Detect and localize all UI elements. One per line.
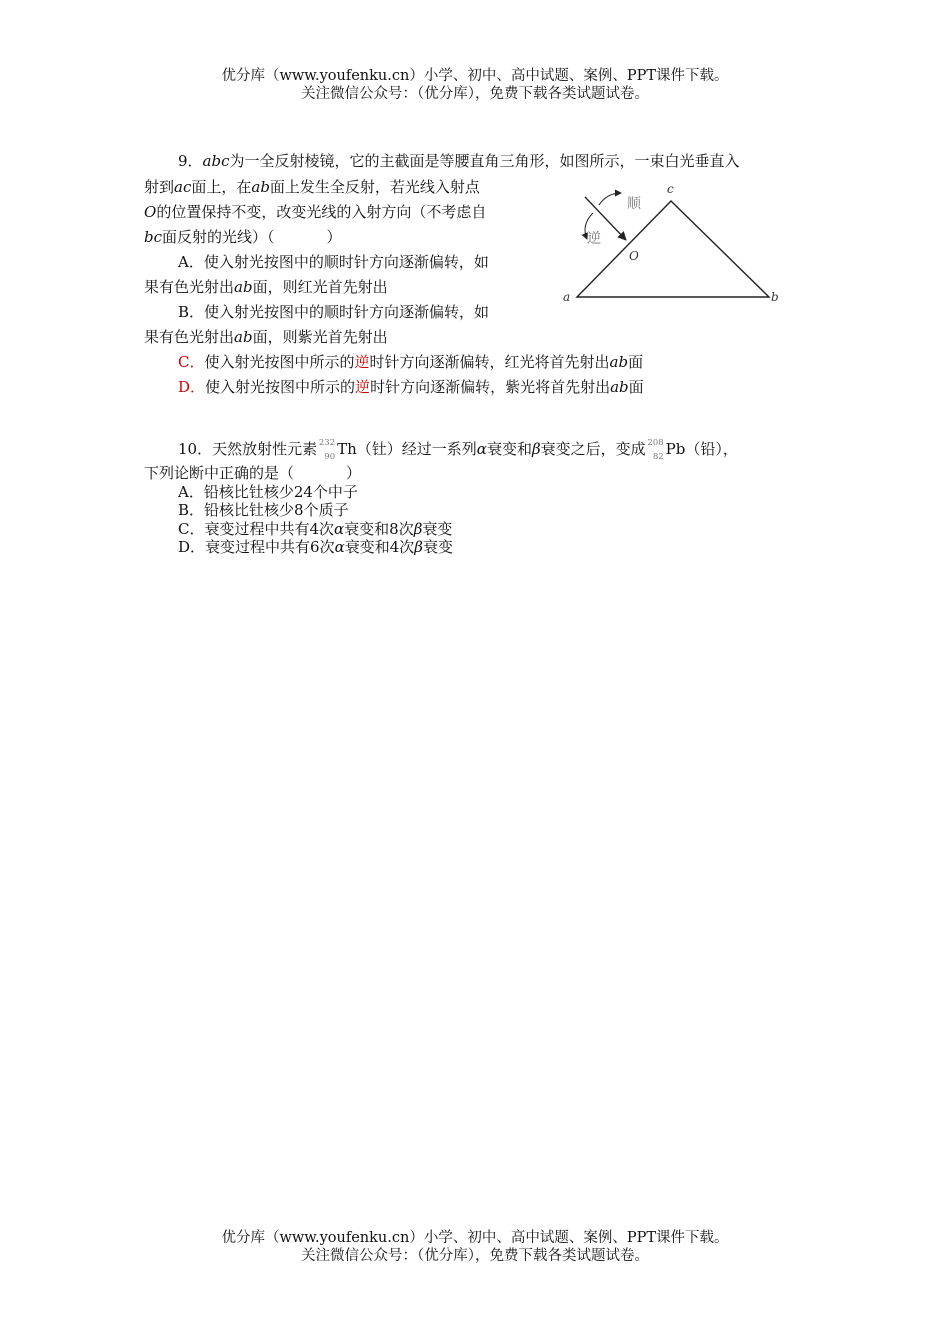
lead-symbol: Pb: [665, 440, 686, 458]
alpha-symbol: α: [476, 440, 487, 458]
q9-text-3: 的位置保持不变，改变光线的入射方向（不考虑自: [156, 203, 487, 221]
q10-option-d-text-c: 衰变: [422, 538, 453, 556]
q9-option-c: [178, 352, 643, 372]
q9-option-a-text-a: 果有色光射出: [144, 278, 235, 296]
q9-option-b-text-b: 面，则紫光首先射出: [252, 328, 388, 346]
q9-line-1: [178, 151, 740, 171]
q9-option-a-text-b: 面，则红光首先射出: [252, 278, 388, 296]
prism-triangle: [577, 201, 769, 297]
alpha-symbol: α: [334, 520, 345, 538]
q10-option-a: A．铅核比钍核少24个中子: [178, 483, 358, 501]
q9-text-2b: 面上，在: [191, 178, 252, 196]
q9-option-c-text-b: 时针方向逐渐偏转，红光将首先射出: [369, 353, 610, 371]
q9-text-1: 为一全反射棱镜，它的主截面是等腰直角三角形，如图所示，一束白光垂直入: [229, 152, 740, 170]
q9-text-4b: ）: [326, 228, 342, 246]
lead-mass-number: 208: [647, 438, 664, 448]
prism-figure: [555, 175, 795, 315]
footer-line-1: 优分库（www.youfenku.cn）小学、初中、高中试题、案例、PPT课件下载。: [221, 1230, 729, 1246]
q9-option-a-line-2: [144, 277, 388, 297]
vertex-c-label: c: [667, 182, 674, 196]
lead-nuclide-numbers: [646, 440, 664, 460]
q10-line-1: [178, 439, 738, 460]
header-line-2: 关注微信公众号：（优分库），免费下载各类试题试卷。: [301, 86, 649, 102]
q10-option-c-text-a: C．衰变过程中共有4次: [178, 520, 335, 538]
q10-number: 10．: [178, 440, 213, 458]
footer-line-2: 关注微信公众号：（优分库），免费下载各类试题试卷。: [301, 1248, 649, 1264]
point-o-label: O: [629, 249, 639, 263]
q10-option-d-text-b: 衰变和4次: [344, 538, 415, 556]
q10-text-2b: ）: [346, 464, 362, 482]
q10-text-after: 衰变之后，变成: [540, 440, 646, 458]
q9-option-b-line-1: B．使入射光按图中的顺时针方向逐渐偏转，如: [178, 303, 490, 321]
q9-option-b-text-a: 果有色光射出: [144, 328, 235, 346]
lead-atomic-number: 82: [652, 452, 664, 462]
clockwise-label: 顺: [627, 196, 641, 212]
q9-option-d-highlight: 逆: [355, 378, 371, 396]
thorium-symbol: Th: [337, 440, 357, 458]
q9-text-2a: 射到: [144, 178, 175, 196]
q10-text-thorium: （钍）经过一系列: [356, 440, 477, 458]
q9-option-a-line-1: A．使入射光按图中的顺时针方向逐渐偏转，如: [178, 253, 489, 271]
q9-text-2c: 面上发生全反射，若光线入射点: [269, 178, 480, 196]
q10-option-d: [178, 537, 453, 557]
q9-line-3: [144, 202, 486, 222]
q9-line-2: [144, 177, 480, 197]
q10-text-lead: （铅），: [685, 440, 738, 458]
q10-option-d-text-a: D．衰变过程中共有6次: [178, 538, 335, 556]
var-bc: bc: [144, 228, 163, 246]
alpha-symbol: α: [334, 538, 345, 556]
q10-option-c: [178, 519, 452, 539]
q9-option-d: [178, 377, 644, 397]
q10-option-c-text-c: 衰变: [422, 520, 453, 538]
var-O: O: [144, 203, 157, 221]
q10-text-and: 衰变和: [486, 440, 532, 458]
page-footer: [0, 1229, 950, 1265]
q9-number: 9．: [178, 152, 203, 170]
q9-line-4: [144, 227, 342, 247]
counterclockwise-label: 逆: [587, 231, 601, 247]
page-header: [0, 67, 950, 103]
q9-option-d-text-a: 使入射光按图中所示的: [205, 378, 356, 396]
vertex-b-label: b: [771, 290, 779, 304]
q10-option-c-text-b: 衰变和8次: [344, 520, 414, 538]
thorium-nuclide-numbers: [317, 440, 335, 460]
beta-symbol: β: [413, 520, 423, 538]
q9-option-d-label: D．: [178, 378, 206, 396]
q9-option-b-line-2: [144, 327, 388, 347]
beta-symbol: β: [414, 538, 423, 556]
vertex-a-label: a: [563, 290, 571, 304]
thorium-mass-number: 232: [318, 438, 336, 448]
var-abc: abc: [202, 152, 230, 170]
var-ab: ab: [609, 353, 629, 371]
q10-text-2a: 下列论断中正确的是（: [144, 464, 295, 482]
header-line-1: 优分库（www.youfenku.cn）小学、初中、高中试题、案例、PPT课件下载。: [221, 68, 729, 84]
var-ab: ab: [251, 178, 270, 196]
var-ab: ab: [234, 278, 253, 296]
q9-text-4a: 面反射的光线）（: [162, 228, 275, 246]
q10-option-b: B．铅核比钍核少8个质子: [178, 501, 349, 519]
beta-symbol: β: [531, 440, 541, 458]
q10-line-2: [144, 463, 361, 483]
q9-option-c-highlight: 逆: [354, 353, 370, 371]
q10-text-1: 天然放射性元素: [212, 440, 318, 458]
var-ab: ab: [610, 378, 629, 396]
q9-option-c-end: 面: [628, 353, 644, 371]
var-ab: ab: [234, 328, 253, 346]
thorium-atomic-number: 90: [324, 452, 336, 462]
clockwise-arrow: [599, 193, 621, 205]
q9-option-c-label: C．: [178, 353, 205, 371]
q9-option-c-text-a: 使入射光按图中所示的: [204, 353, 355, 371]
q9-option-d-text-b: 时针方向逐渐偏转，紫光将首先射出: [370, 378, 611, 396]
var-ac: ac: [174, 178, 192, 196]
q9-option-d-end: 面: [628, 378, 644, 396]
